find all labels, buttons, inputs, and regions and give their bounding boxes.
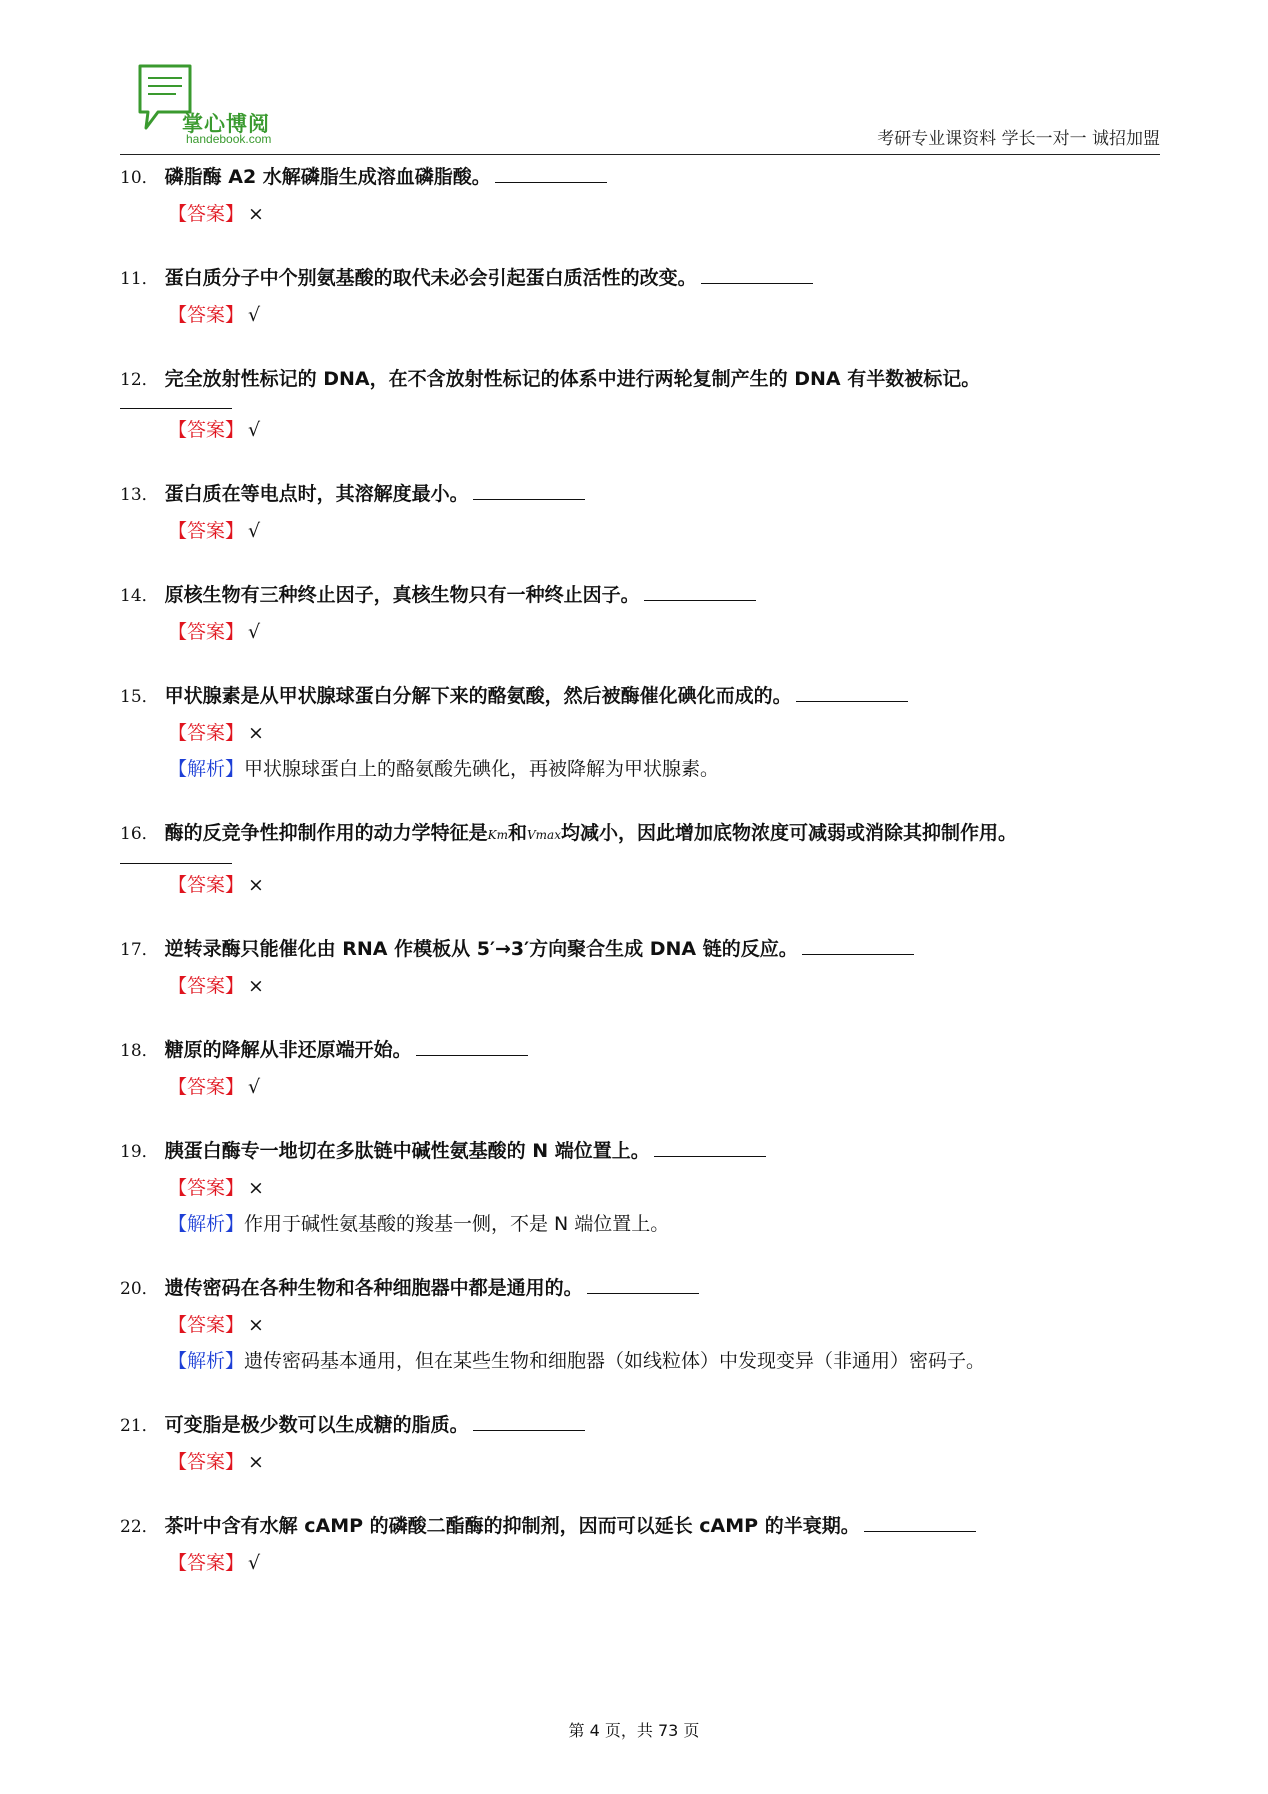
question-number: 16． [120, 824, 159, 844]
logo-domain-text: handebook.com [186, 132, 272, 146]
question-number: 12． [120, 370, 159, 390]
answer-blank [120, 397, 232, 409]
question-text [120, 934, 1160, 965]
page-header [120, 58, 1160, 156]
answer-mark: × [248, 1177, 264, 1199]
question-stem: 完全放射性标记的 DNA，在不含放射性标记的体系中进行两轮复制产生的 DNA 有半数被标记。 [164, 368, 981, 390]
question-stem-part-c: 均减小，因此增加底物浓度可减弱或消除其抑制作用。 [560, 822, 1017, 844]
handebook-logo [136, 62, 286, 144]
answer-label: 【答案】 [168, 1451, 245, 1473]
answer-label: 【答案】 [168, 1552, 245, 1574]
answer-line [168, 516, 1160, 546]
header-divider [120, 154, 1160, 155]
answer-line [168, 1447, 1160, 1477]
answer-label: 【答案】 [168, 419, 245, 441]
question-text [120, 364, 1160, 395]
answer-line [168, 971, 1160, 1001]
answer-blank [495, 163, 607, 183]
explanation-line [168, 1209, 1160, 1239]
answer-blank [587, 1274, 699, 1294]
question-text [120, 1511, 1160, 1542]
answer-mark: × [248, 1451, 264, 1473]
answer-mark: √ [248, 520, 261, 542]
answer-mark: √ [248, 419, 261, 441]
answer-mark: × [248, 874, 264, 896]
question-number: 10． [120, 168, 159, 188]
answer-blank [416, 1036, 528, 1056]
answer-line [168, 199, 1160, 229]
question-22 [120, 1511, 1160, 1578]
question-stem: 可变脂是极少数可以生成糖的脂质。 [164, 1414, 469, 1436]
answer-mark: √ [248, 304, 261, 326]
question-number: 13． [120, 485, 159, 505]
answer-blank [802, 935, 914, 955]
question-list [120, 162, 1160, 1612]
question-11 [120, 263, 1160, 330]
answer-label: 【答案】 [168, 722, 245, 744]
explanation-text: 甲状腺球蛋白上的酪氨酸先碘化，再被降解为甲状腺素。 [244, 758, 720, 780]
answer-mark: √ [248, 1076, 261, 1098]
answer-line [168, 1072, 1160, 1102]
answer-line [168, 870, 1160, 900]
answer-mark: × [248, 1314, 264, 1336]
answer-mark: × [248, 722, 264, 744]
answer-label: 【答案】 [168, 520, 245, 542]
answer-blank [473, 480, 585, 500]
explanation-text: 作用于碱性氨基酸的羧基一侧，不是 N 端位置上。 [244, 1213, 670, 1235]
question-number: 15． [120, 687, 159, 707]
answer-blank [796, 682, 908, 702]
answer-label: 【答案】 [168, 1177, 245, 1199]
question-text [120, 580, 1160, 611]
question-number: 14． [120, 586, 159, 606]
question-18 [120, 1035, 1160, 1102]
question-number: 17． [120, 940, 159, 960]
vmax-symbol: Vmax [527, 828, 561, 842]
question-stem: 胰蛋白酶专一地切在多肽链中碱性氨基酸的 N 端位置上。 [164, 1140, 650, 1162]
question-21 [120, 1410, 1160, 1477]
question-stem: 蛋白质在等电点时，其溶解度最小。 [164, 483, 469, 505]
question-text [120, 1410, 1160, 1441]
question-stem: 甲状腺素是从甲状腺球蛋白分解下来的酪氨酸，然后被酶催化碘化而成的。 [164, 685, 792, 707]
answer-label: 【答案】 [168, 621, 245, 643]
question-number: 18． [120, 1041, 159, 1061]
question-stem: 蛋白质分子中个别氨基酸的取代未必会引起蛋白质活性的改变。 [164, 267, 697, 289]
question-17 [120, 934, 1160, 1001]
question-number: 22． [120, 1517, 159, 1537]
question-15 [120, 681, 1160, 784]
answer-blank [864, 1512, 976, 1532]
answer-mark: √ [248, 621, 261, 643]
answer-line [168, 1548, 1160, 1578]
answer-label: 【答案】 [168, 1314, 245, 1336]
question-stem: 磷脂酶 A2 水解磷脂生成溶血磷脂酸。 [164, 166, 491, 188]
question-stem: 原核生物有三种终止因子，真核生物只有一种终止因子。 [164, 584, 640, 606]
header-slogan: 考研专业课资料 学长一对一 诚招加盟 [877, 129, 1160, 149]
answer-label: 【答案】 [168, 203, 245, 225]
answer-line [168, 1310, 1160, 1340]
question-10 [120, 162, 1160, 229]
explanation-text: 遗传密码基本通用，但在某些生物和细胞器（如线粒体）中发现变异（非通用）密码子。 [244, 1350, 986, 1372]
question-stem-part-b: 和 [508, 822, 528, 844]
answer-blank [473, 1411, 585, 1431]
explanation-label: 【解析】 [168, 758, 245, 780]
answer-line [168, 617, 1160, 647]
question-stem: 遗传密码在各种生物和各种细胞器中都是通用的。 [164, 1277, 583, 1299]
question-12 [120, 364, 1160, 445]
answer-label: 【答案】 [168, 304, 245, 326]
question-stem: 糖原的降解从非还原端开始。 [164, 1039, 412, 1061]
logo-chinese-text: 掌心博阅 [182, 112, 270, 136]
question-text [120, 1273, 1160, 1304]
question-14 [120, 580, 1160, 647]
answer-blank [654, 1137, 766, 1157]
question-text [120, 263, 1160, 294]
explanation-label: 【解析】 [168, 1350, 245, 1372]
explanation-line [168, 754, 1160, 784]
answer-line [168, 415, 1160, 445]
question-20 [120, 1273, 1160, 1376]
question-number: 21． [120, 1416, 159, 1436]
question-13 [120, 479, 1160, 546]
question-stem-part-a: 酶的反竞争性抑制作用的动力学特征是 [164, 822, 488, 844]
km-symbol: Km [487, 828, 508, 842]
question-stem: 茶叶中含有水解 cAMP 的磷酸二酯酶的抑制剂，因而可以延长 cAMP 的半衰期。 [164, 1515, 860, 1537]
question-text [120, 1136, 1160, 1167]
answer-label: 【答案】 [168, 1076, 245, 1098]
answer-mark: √ [248, 1552, 261, 1574]
answer-line [168, 300, 1160, 330]
explanation-label: 【解析】 [168, 1213, 245, 1235]
answer-label: 【答案】 [168, 874, 245, 896]
question-number: 19． [120, 1142, 159, 1162]
question-text [120, 818, 1160, 850]
answer-mark: × [248, 975, 264, 997]
explanation-line [168, 1346, 1160, 1376]
page-number: 第 4 页，共 73 页 [568, 1721, 700, 1740]
question-text [120, 681, 1160, 712]
answer-label: 【答案】 [168, 975, 245, 997]
answer-line [168, 1173, 1160, 1203]
answer-line [168, 718, 1160, 748]
question-text [120, 162, 1160, 193]
answer-mark: × [248, 203, 264, 225]
question-number: 11． [120, 269, 159, 289]
question-text [120, 1035, 1160, 1066]
question-text [120, 479, 1160, 510]
question-stem: 逆转录酶只能催化由 RNA 作模板从 5′→3′方向聚合生成 DNA 链的反应。 [164, 938, 798, 960]
question-16 [120, 818, 1160, 900]
question-19 [120, 1136, 1160, 1239]
question-number: 20． [120, 1279, 159, 1299]
answer-blank [644, 581, 756, 601]
answer-blank [701, 264, 813, 284]
answer-blank [120, 852, 232, 864]
